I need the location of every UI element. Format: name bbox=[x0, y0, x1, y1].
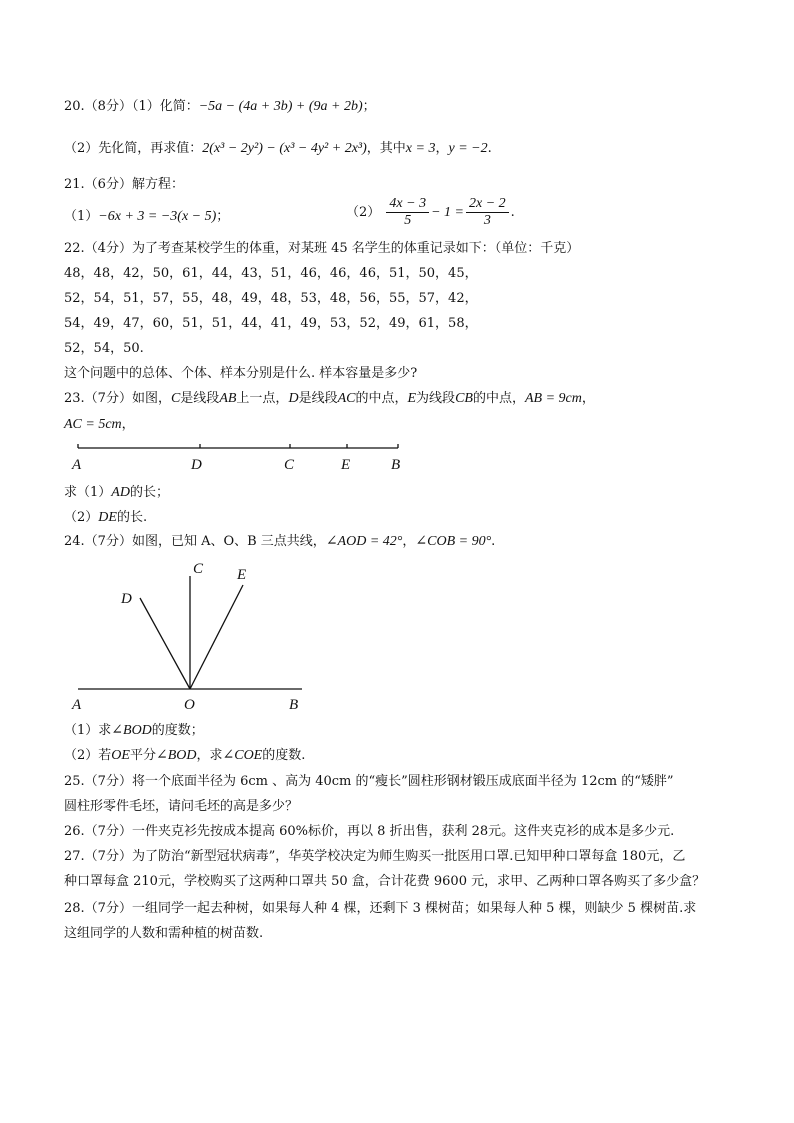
q23-label-c: C bbox=[284, 457, 295, 473]
q23-ask2-head: （2） bbox=[64, 510, 99, 525]
q20-cond-x: x = 3 bbox=[405, 141, 436, 156]
q22-data-row-4: 52，54，50. bbox=[64, 341, 144, 356]
q24-ask2-head: （2）若 bbox=[64, 748, 112, 763]
q23-var-d: D bbox=[288, 391, 299, 406]
q28-line1: 28.（7分）一组同学一起去种树，如果每人种 4 棵，还剩下 3 棵树苗；如果每人种 5 棵，则缺少 5 棵树苗.求 bbox=[64, 901, 697, 916]
q24-label-b: B bbox=[289, 697, 299, 713]
q23-label-d: D bbox=[191, 457, 202, 473]
q28-line2: 这组同学的人数和需种植的树苗数. bbox=[64, 926, 264, 941]
q22-data-row-2: 52，54，51，57，55，48，49，48，53，48，56，55，57，42， bbox=[64, 291, 478, 306]
q24-ask2-mid: 平分 bbox=[129, 748, 156, 763]
q20-line1 bbox=[64, 98, 376, 116]
q20-end: . bbox=[487, 141, 492, 156]
q23-segment-figure bbox=[60, 440, 420, 476]
q21-fraction-right-numerator: 2x − 2 bbox=[466, 196, 509, 213]
q21-head: 21.（6分）解方程： bbox=[64, 177, 184, 192]
q24-ask1-end: 的度数； bbox=[151, 723, 204, 738]
q23-text-c: 上一点， bbox=[236, 391, 289, 406]
q24-label-e: E bbox=[237, 567, 247, 583]
q23-var-e: E bbox=[407, 391, 417, 406]
q20-line2 bbox=[64, 140, 492, 158]
q20-expression-1: −5a − (4a + 3b) + (9a + 2b) bbox=[198, 99, 363, 114]
q23-ask1-end: 的长； bbox=[129, 485, 169, 500]
q24-ask2-end: 的度数. bbox=[262, 748, 306, 763]
q20-head: 20.（8分）（1）化简： bbox=[64, 99, 199, 114]
q24-label-o: O bbox=[184, 697, 195, 713]
q26-line1: 26.（7分）一件夹克衫先按成本提高 60%标价，再以 8 折出售，获利 28元。这件夹克衫的成本是多少元. bbox=[64, 824, 675, 839]
q20-part2-head: （2）先化简，再求值： bbox=[64, 141, 203, 156]
q21-fraction-right-denominator: 3 bbox=[483, 213, 491, 228]
q24-ask1-angle: ∠BOD bbox=[111, 723, 152, 738]
q24-angle-aod: ∠AOD = 42° bbox=[325, 534, 403, 549]
q22-data-row-1: 48，48，42，50，61，44，43，51，46，46，46，51，50，45， bbox=[64, 266, 478, 281]
q24-label-c: C bbox=[193, 561, 204, 577]
q21-part2-label: （2） bbox=[346, 205, 381, 220]
q24-ray-oe bbox=[190, 585, 243, 689]
q23-line2 bbox=[64, 416, 135, 434]
q23-ask2-end: 的长. bbox=[116, 510, 148, 525]
q23-line2-end: ， bbox=[121, 417, 135, 432]
q21-part1-equation: −6x + 3 = −3(x − 5) bbox=[98, 209, 217, 224]
q21-fraction-right bbox=[466, 196, 509, 229]
q21-fraction-left bbox=[386, 196, 429, 229]
q21-part2 bbox=[346, 196, 515, 229]
q24-ray-od bbox=[140, 598, 190, 689]
q23-condition-ab: AB = 9cm bbox=[524, 391, 582, 406]
q22-data-row-3: 54，49，47，60，51，51，44，41，49，53，52，49，61，58， bbox=[64, 316, 478, 331]
q24-label-a: A bbox=[72, 697, 82, 713]
q24-head: 24.（7分）如图，已知 A、O、B 三点共线， bbox=[64, 534, 326, 549]
q21-part1-label: （1） bbox=[64, 209, 99, 224]
q23-label-b: B bbox=[391, 457, 401, 473]
q23-var-cb: CB bbox=[455, 391, 473, 406]
q21-part2-mid: − 1 = bbox=[431, 205, 464, 220]
q21-fraction-left-numerator: 4x − 3 bbox=[386, 196, 429, 213]
q24-ask2-bod: ∠BOD bbox=[155, 748, 197, 763]
q23-text-g: 的中点， bbox=[472, 391, 525, 406]
q23-var-c: C bbox=[170, 391, 181, 406]
q20-expression-2: 2(x³ − 2y²) − (x³ − 4y² + 2x³) bbox=[202, 141, 367, 156]
q23-var-ac: AC bbox=[337, 391, 356, 406]
q21-part1-semicolon: ； bbox=[216, 209, 230, 224]
q25-line2: 圆柱形零件毛坯，请问毛坯的高是多少？ bbox=[64, 799, 299, 814]
q20-mid: ，其中 bbox=[366, 141, 406, 156]
q23-var-ad: AD bbox=[111, 485, 130, 500]
q23-line1 bbox=[64, 390, 595, 408]
q24-ask2-oe: OE bbox=[111, 748, 130, 763]
q23-label-a: A bbox=[72, 457, 82, 473]
q21-part1 bbox=[64, 208, 229, 226]
q20-semicolon: ； bbox=[362, 99, 376, 114]
q23-text-a: 23.（7分）如图， bbox=[64, 391, 171, 406]
q24-line1 bbox=[64, 533, 495, 551]
q25-line1: 25.（7分）将一个底面半径为 6cm 、高为 40cm 的“瘦长”圆柱形钢材锻压成底面半径为 12cm 的“矮胖” bbox=[64, 774, 674, 789]
q24-ask2-mid2: ，求 bbox=[196, 748, 223, 763]
q24-ask-2 bbox=[64, 747, 305, 765]
q24-end: . bbox=[491, 534, 496, 549]
q24-sep: ， bbox=[402, 534, 416, 549]
q21-part2-end: . bbox=[510, 205, 515, 220]
q20-cond-y: y = −2 bbox=[448, 141, 488, 156]
q23-text-e: 的中点， bbox=[355, 391, 408, 406]
q27-line1: 27.（7分）为了防治“新型冠状病毒”，华英学校决定为师生购买一批医用口罩.已知甲种口罩每盒 180元，乙 bbox=[64, 849, 686, 864]
q24-label-d: D bbox=[121, 591, 132, 607]
q23-ask-head: 求（1） bbox=[64, 485, 112, 500]
q23-text-f: 为线段 bbox=[416, 391, 456, 406]
q23-text-b: 是线段 bbox=[180, 391, 220, 406]
q24-angle-figure bbox=[60, 556, 320, 716]
q24-ask1-head: （1）求 bbox=[64, 723, 112, 738]
q23-label-e: E bbox=[341, 457, 351, 473]
q22-question: 这个问题中的总体、个体、样本分别是什么. 样本容量是多少? bbox=[64, 366, 418, 381]
q24-ask2-coe: ∠COE bbox=[222, 748, 263, 763]
q23-text-d: 是线段 bbox=[298, 391, 338, 406]
q27-line2: 种口罩每盒 210元，学校购买了这两种口罩共 50 盒，合计花费 9600 元，求甲、乙两种口罩各购买了多少盒？ bbox=[64, 874, 706, 889]
q23-text-h: ， bbox=[581, 391, 595, 406]
q23-var-ab: AB bbox=[219, 391, 237, 406]
q20-comma: ， bbox=[435, 141, 449, 156]
q23-ask-1 bbox=[64, 484, 169, 502]
q23-var-de: DE bbox=[98, 510, 117, 525]
q21-fraction-left-denominator: 5 bbox=[404, 213, 412, 228]
q22-head: 22.（4分）为了考查某校学生的体重，对某班 45 名学生的体重记录如下：（单位：千克） bbox=[64, 241, 580, 256]
q23-condition-ac: AC = 5cm bbox=[64, 417, 122, 432]
q24-angle-cob: ∠COB = 90° bbox=[415, 534, 492, 549]
q23-ask-2 bbox=[64, 509, 147, 527]
q24-ask-1 bbox=[64, 722, 204, 740]
